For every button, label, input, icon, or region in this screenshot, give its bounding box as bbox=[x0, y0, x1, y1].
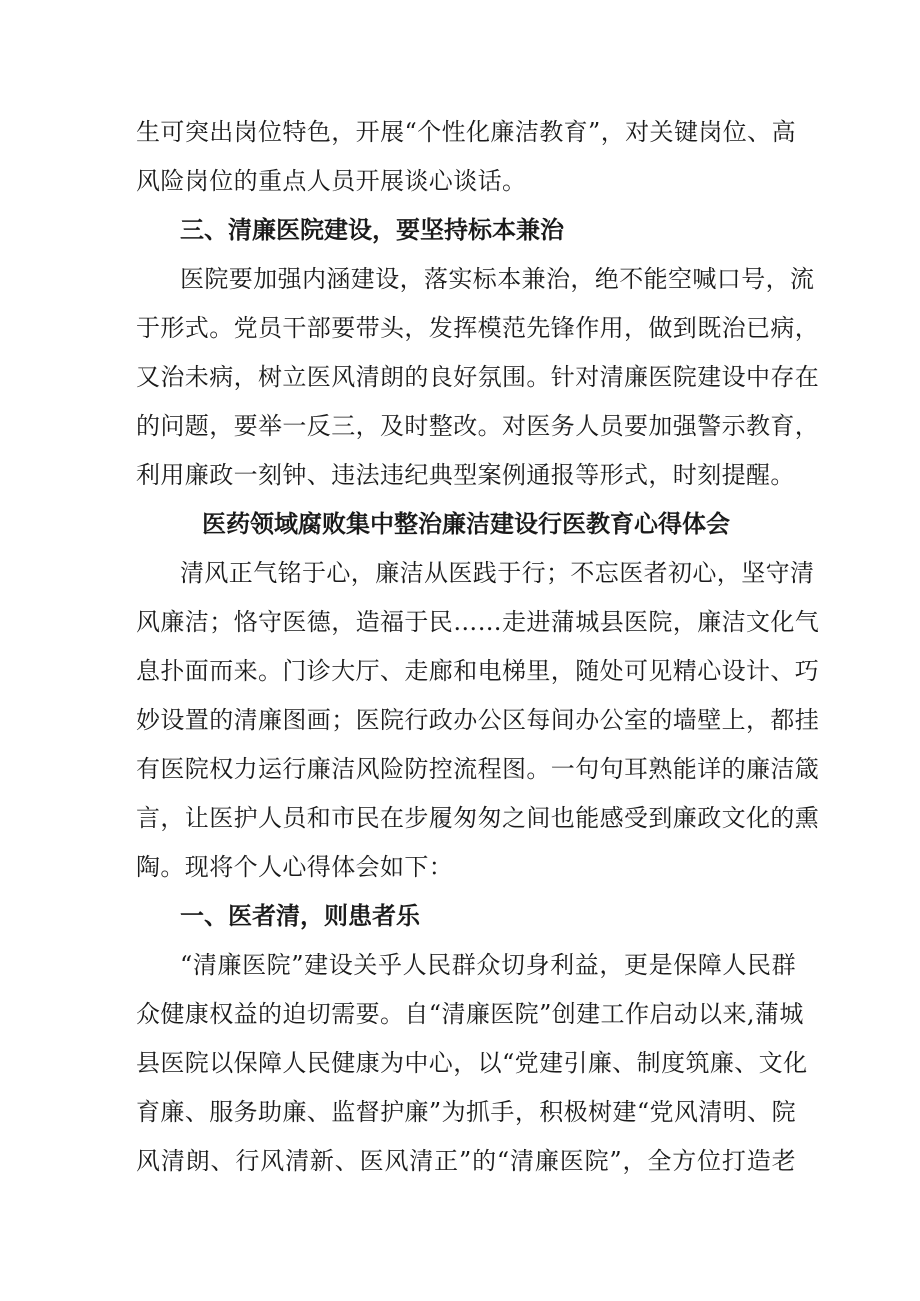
text-line: 育廉、服务助廉、监督护廉”为抓手，积极树建“党风清明、院 bbox=[136, 1098, 796, 1126]
text-line: 县医院以保障人民健康为中心，以“党建引廉、制度筑廉、文化 bbox=[136, 1049, 808, 1077]
text-line: 妙设置的清廉图画；医院行政办公区每间办公室的墙壁上，都挂 bbox=[136, 706, 820, 734]
text-line: 清风正气铭于心，廉洁从医践于行；不忘医者初心，坚守清 bbox=[180, 559, 815, 587]
text-line: 生可突出岗位特色，开展“个性化廉洁教育”，对关键岗位、高 bbox=[136, 118, 796, 146]
text-line: 利用廉政一刻钟、违法违纪典型案例通报等形式，时刻提醒。 bbox=[136, 461, 795, 489]
text-line: 医院要加强内涵建设，落实标本兼治，绝不能空喊口号，流 bbox=[180, 265, 815, 293]
text-line: 陶。现将个人心得体会如下： bbox=[136, 853, 454, 881]
text-line: “清廉医院”建设关乎人民群众切身利益，更是保障人民群 bbox=[180, 951, 796, 979]
text-line: 风清朗、行风清新、医风清正”的“清廉医院”，全方位打造老 bbox=[136, 1147, 796, 1175]
text-line: 言，让医护人员和市民在步履匆匆之间也能感受到廉政文化的熏 bbox=[136, 804, 820, 832]
paragraph-standards bbox=[136, 255, 820, 500]
text-line: 风廉洁；恪守医德，造福于民……走进蒲城县医院，廉洁文化气 bbox=[136, 608, 820, 636]
text-line: 于形式。党员干部要带头，发挥模范先锋作用，做到既治已病， bbox=[136, 314, 820, 342]
paragraph-clean-hospital bbox=[136, 941, 808, 1186]
document-title: 医药领域腐败集中整治廉洁建设行医教育心得体会 bbox=[202, 510, 730, 538]
paragraph-continuation bbox=[136, 108, 796, 206]
section-heading-3: 三、清廉医院建设，要坚持标本兼治 bbox=[180, 216, 564, 244]
text-line: 又治未病，树立医风清朗的良好氛围。针对清廉医院建设中存在 bbox=[136, 363, 820, 391]
text-line: 众健康权益的迫切需要。自“清廉医院”创建工作启动以来,蒲城 bbox=[136, 1000, 804, 1028]
section-heading-1: 一、医者清，则患者乐 bbox=[180, 902, 420, 930]
document-page bbox=[136, 108, 820, 1186]
text-line: 有医院权力运行廉洁风险防控流程图。一句句耳熟能详的廉洁箴 bbox=[136, 755, 820, 783]
text-line: 息扑面而来。门诊大厅、走廊和电梯里，随处可见精心设计、巧 bbox=[136, 657, 820, 685]
text-line: 风险岗位的重点人员开展谈心谈话。 bbox=[136, 167, 527, 195]
paragraph-intro bbox=[136, 549, 820, 892]
text-line: 的问题，要举一反三，及时整改。对医务人员要加强警示教育， bbox=[136, 412, 820, 440]
